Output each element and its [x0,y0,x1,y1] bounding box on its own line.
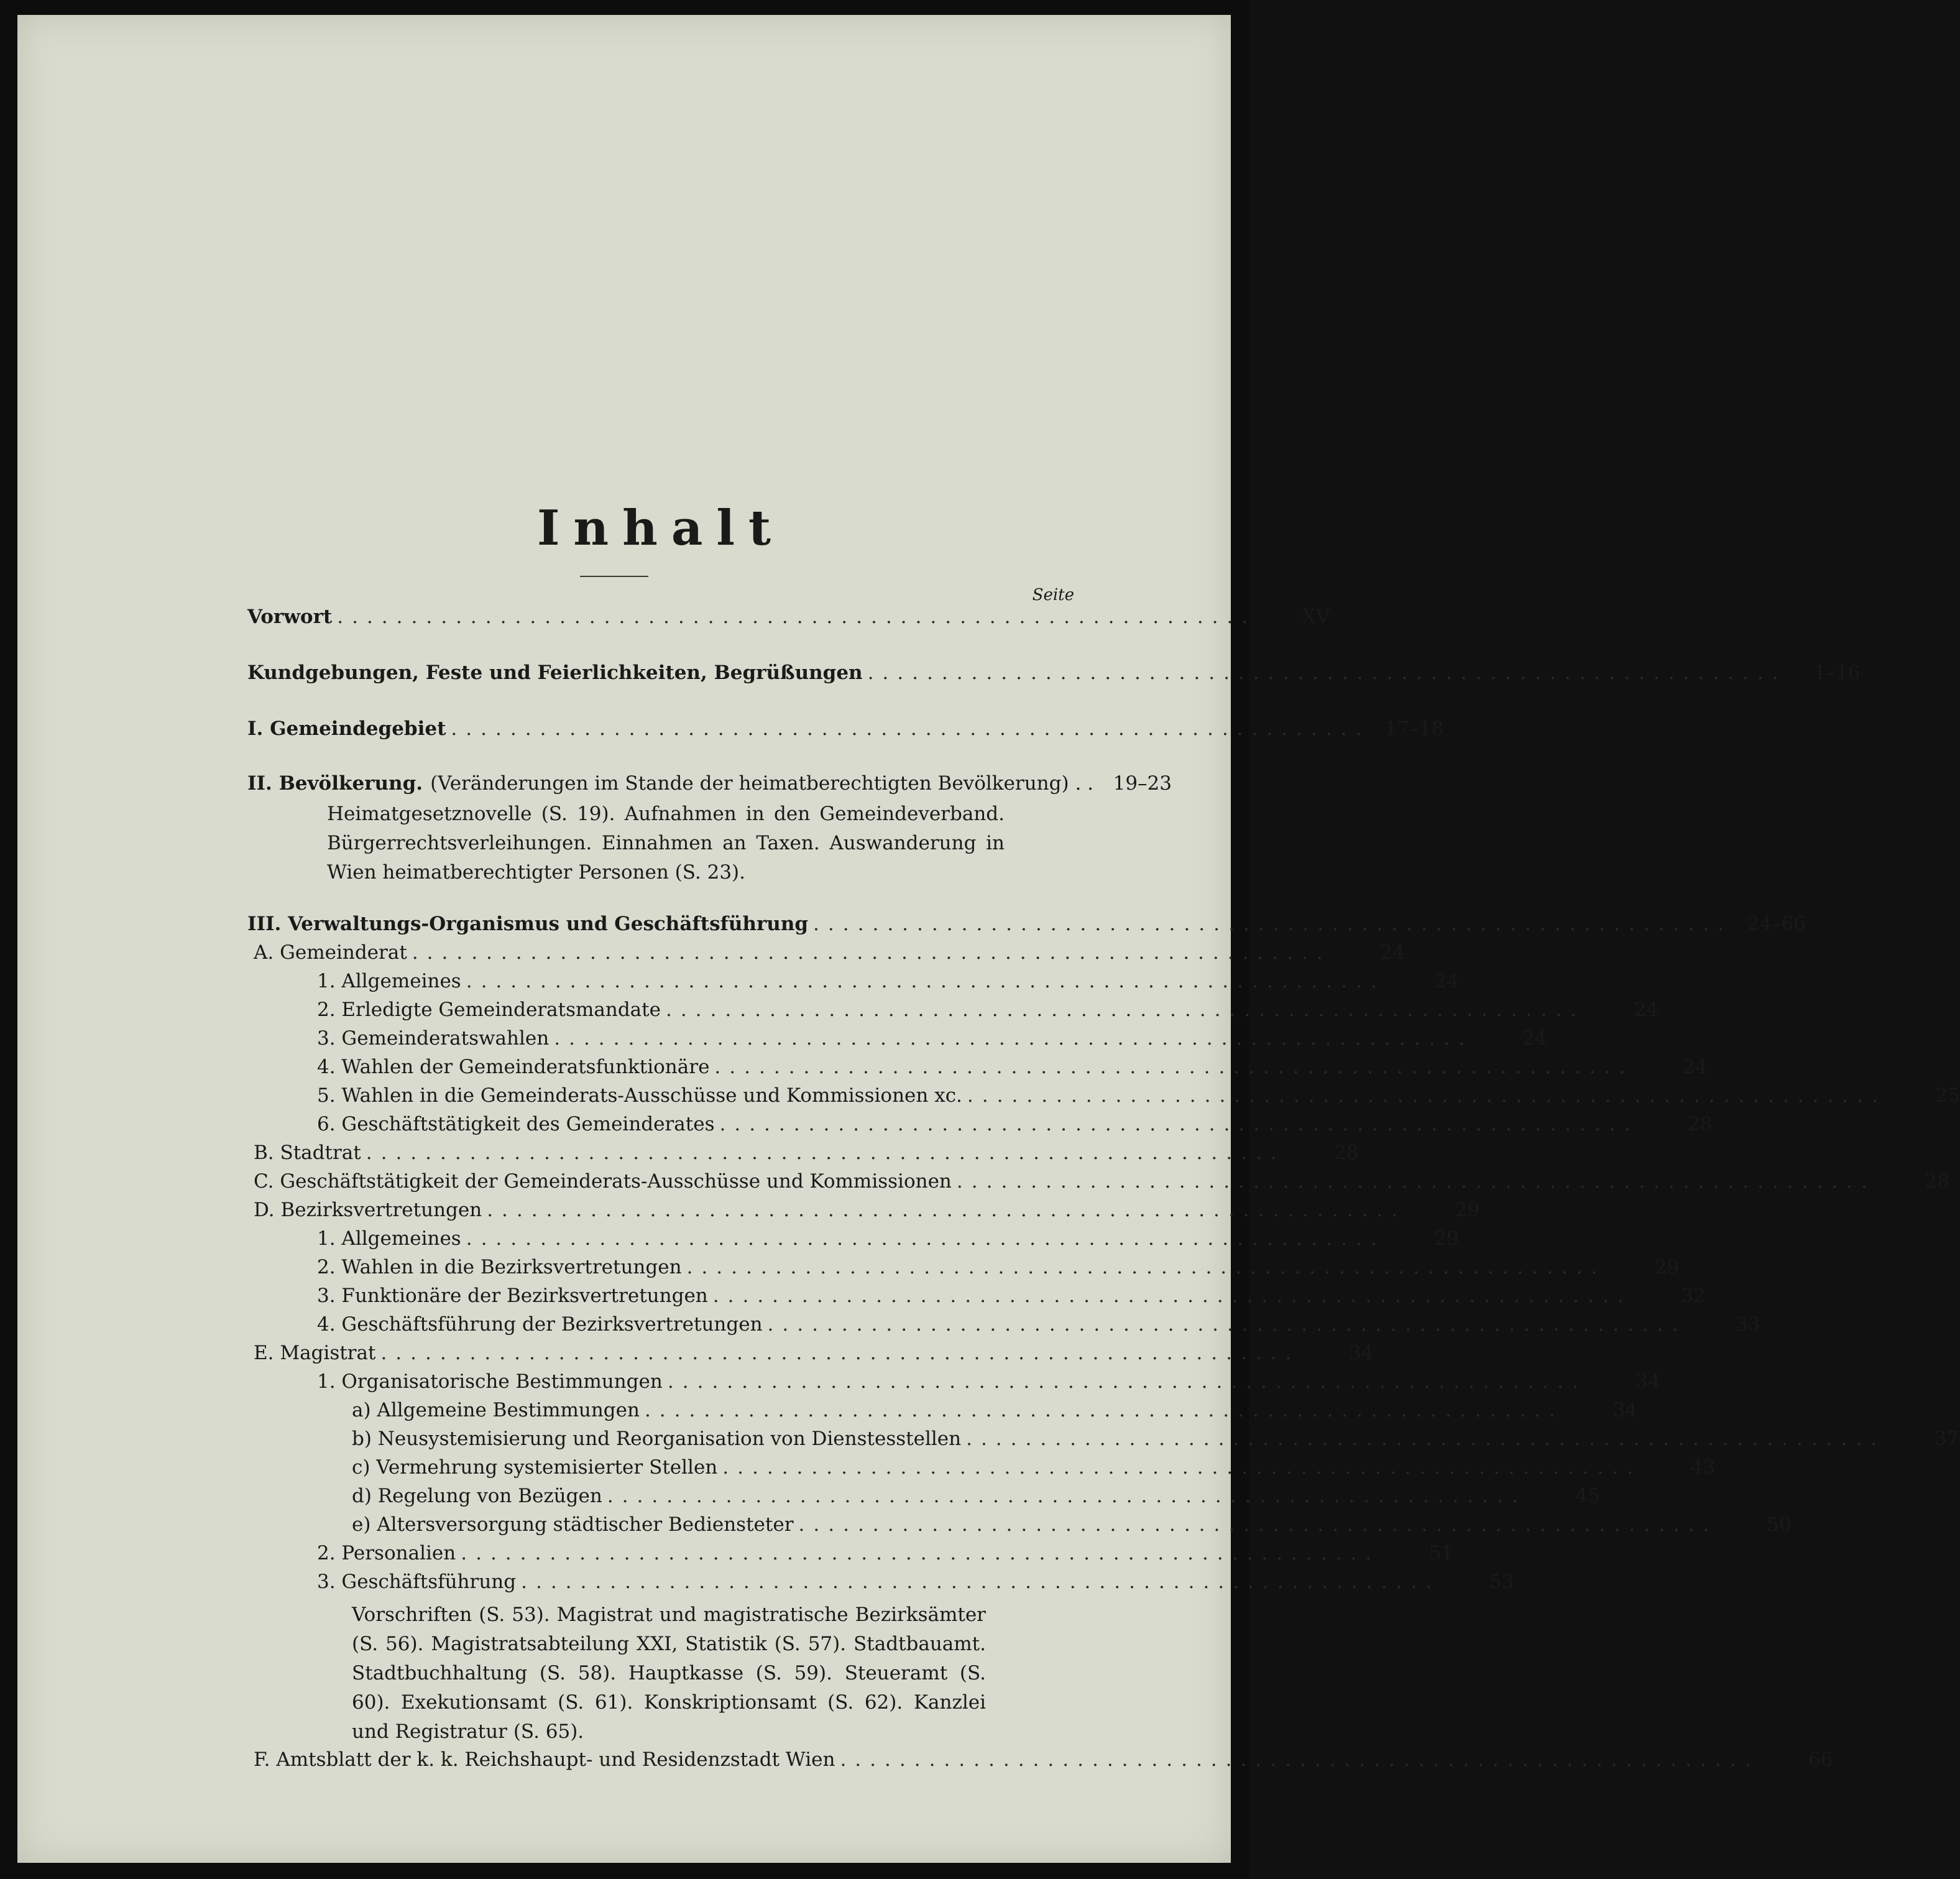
toc-entry-e1c [352,1456,1716,1486]
toc-entry-e [254,1342,1374,1372]
toc-entry-a6 [317,1113,1713,1143]
toc-entry-f [254,1748,1833,1778]
leader-dots: .............................................................. [521,1571,1441,1593]
toc-label: 3. Funktionäre der Bezirksvertretungen [317,1285,708,1307]
toc-page: 24 [1522,1027,1547,1050]
toc-entry-e1e [352,1513,1792,1543]
toc-label: 1. Allgemeines [317,970,461,992]
toc-page: 32 [1681,1285,1706,1307]
toc-entry-vorwort [247,606,1330,635]
leader-dots: .............................................................. [767,1313,1687,1336]
leader-dots: .............................................................. [412,941,1332,964]
toc-entry-verwaltung [247,913,1806,943]
toc-page: 29 [1455,1199,1480,1221]
toc-page: 37 [1934,1428,1959,1450]
leader-dots: .............................................................. [867,662,1787,684]
leader-dots: .............................................................. [719,1113,1639,1135]
toc-page: 24 [1380,941,1405,964]
toc-label: 4. Geschäftsführung der Bezirksvertretungen [317,1313,763,1336]
toc-entry-c [254,1170,1949,1200]
leader-dots: .............................................................. [665,999,1585,1021]
toc-label: b) Neusystemisierung und Reorganisation von Dienstesstellen [352,1428,962,1450]
toc-page: 17–18 [1384,718,1444,740]
toc-page: 33 [1736,1313,1760,1336]
toc-page: 53 [1489,1571,1514,1593]
toc-page: 19–23 [1113,772,1172,795]
toc-label: C. Geschäftstätigkeit der Gemeinderats-Ausschüsse und Kommissionen [254,1170,952,1193]
toc-entry-a3 [317,1027,1547,1057]
toc-entry-e1d [352,1485,1600,1515]
toc-page: 28 [1925,1170,1949,1193]
leader-dots: .............................................................. [798,1513,1718,1536]
toc-continuation-bevoelkerung: Heimatgesetznovelle (S. 19). Aufnahmen in den Gemeindeverband. Bürgerrechtsverleihungen. Einnahmen an Taxen. Auswanderung in Wien heimatberechtigter Personen (S. 23). [327,803,1005,884]
toc-label: F. Amtsblatt der k. k. Reichshaupt- und Residenzstadt Wien [254,1748,835,1771]
toc-page: 34 [1348,1342,1374,1364]
toc-label: 4. Wahlen der Gemeinderatsfunktionäre [317,1056,710,1078]
toc-label: I. Gemeindegebiet [247,718,446,740]
leader-dots: .............................................................. [607,1485,1527,1507]
leader-dots: .............................................................. [487,1199,1407,1221]
toc-label: c) Vermehrung systemisierter Stellen [352,1456,718,1479]
toc-entry-e1b [352,1428,1959,1457]
title-divider [580,576,648,577]
page-paper [17,15,1960,1863]
toc-label: Kundgebungen, Feste und Feierlichkeiten, Begrüßungen [247,662,863,684]
leader-dots: .............................................................. [380,1342,1300,1364]
toc-entry-e2 [317,1542,1454,1572]
toc-page: 29 [1655,1256,1680,1278]
toc-label: A. Gemeinderat [254,941,407,964]
toc-label: 1. Organisatorische Bestimmungen [317,1370,663,1393]
toc-entry-bevoelkerung [247,772,1172,802]
toc-page: 24 [1634,999,1659,1021]
toc-entry-e3 [317,1571,1514,1600]
leader-dots: .............................................................. [813,913,1732,935]
toc-page: 29 [1434,1227,1459,1250]
toc-label: 1. Allgemeines [317,1227,461,1250]
toc-page: 28 [1334,1142,1359,1164]
toc-entry-gemeindegebiet [247,718,1444,747]
toc-entry-e1a [352,1399,1637,1429]
toc-page: 1–16 [1813,662,1861,684]
toc-page: 51 [1429,1542,1454,1564]
leader-dots: .............................................................. [667,1370,1587,1393]
toc-label: e) Altersversorgung städtischer Bediensteter [352,1513,794,1536]
toc-entry-a1 [317,970,1459,1000]
toc-entry-a2 [317,999,1659,1028]
toc-label: 2. Personalien [317,1542,456,1564]
toc-label: d) Regelung von Bezügen [352,1485,602,1507]
leader-dots: .............................................................. [840,1748,1760,1771]
toc-entry-a [254,941,1405,971]
toc-label: II. Bevölkerung. [247,772,423,795]
toc-page: 34 [1613,1399,1637,1421]
toc-label: a) Allgemeine Bestimmungen [352,1399,640,1421]
toc-label: D. Bezirksvertretungen [254,1199,482,1221]
toc-page: 66 [1808,1748,1833,1771]
toc-page: 24 [1682,1056,1708,1078]
toc-first-line: (Veränderungen im Stande der heimatberechtigten Bevölkerung) . . [430,772,1094,795]
toc-entry-kundgebungen [247,662,1861,691]
show-through-bleed [813,164,819,193]
leader-dots: .............................................................. [366,1142,1286,1164]
toc-entry-d1 [317,1227,1459,1257]
leader-dots: .............................................................. [451,718,1371,740]
leader-dots: .............................................................. [686,1256,1606,1278]
toc-page: 24 [1434,970,1459,992]
toc-continuation-geschaeftsfuehrung: Vorschriften (S. 53). Magistrat und magistratische Bezirksämter (S. 56). Magistratsabteilung XXI, Statistik (S. 57). Stadtbauamt. Stadtbuchhaltung (S. 58). Hauptkasse (S. 59). Steueramt (S. 60). Exekutionsamt (S. 61). Konskriptionsamt (S. 62). Kanzlei und Registratur (S. 65). [352,1604,986,1743]
toc-page: 45 [1575,1485,1600,1507]
toc-page: 25 [1935,1084,1960,1107]
leader-dots: .............................................................. [337,606,1257,628]
leader-dots: .............................................................. [714,1056,1634,1078]
toc-entry-e1 [317,1370,1660,1400]
toc-entry-d [254,1199,1480,1229]
toc-label: 6. Geschäftstätigkeit des Gemeinderates [317,1113,715,1135]
leader-dots: .............................................................. [466,970,1386,992]
toc-label: 3. Gemeinderatswahlen [317,1027,550,1050]
toc-label: B. Stadtrat [254,1142,361,1164]
toc-entry-d4 [317,1313,1760,1343]
toc-page: XV [1302,606,1330,628]
leader-dots: .............................................................. [554,1027,1474,1050]
toc-page: 24–66 [1747,913,1806,935]
toc-page: 34 [1636,1370,1660,1393]
leader-dots: .............................................................. [956,1170,1876,1193]
toc-label: 2. Erledigte Gemeinderatsmandate [317,999,661,1021]
toc-entry-b [254,1142,1359,1171]
toc-entry-a5 [317,1084,1960,1114]
toc-label: 5. Wahlen in die Gemeinderats-Ausschüsse und Kommissionen xc. [317,1084,962,1107]
leader-dots: .............................................................. [712,1285,1632,1307]
toc-label: E. Magistrat [254,1342,376,1364]
toc-entry-d2 [317,1256,1680,1286]
leader-dots: .............................................................. [966,1428,1886,1450]
toc-page: 43 [1690,1456,1716,1479]
page-title: Inhalt [536,500,785,556]
toc-entry-d3 [317,1285,1706,1314]
toc-label: 2. Wahlen in die Bezirksvertretungen [317,1256,682,1278]
toc-label: Vorwort [247,606,333,628]
leader-dots: .............................................................. [722,1456,1642,1479]
toc-page: 50 [1767,1513,1792,1536]
toc-entry-a4 [317,1056,1708,1086]
leader-dots: .............................................................. [461,1542,1381,1564]
toc-page: 28 [1688,1113,1713,1135]
leader-dots: .............................................................. [466,1227,1386,1250]
leader-dots: .............................................................. [967,1084,1887,1107]
leader-dots: .............................................................. [644,1399,1564,1421]
toc-label: 3. Geschäftsführung [317,1571,517,1593]
seite-column-header: Seite [1032,586,1074,604]
toc-label: III. Verwaltungs-Organismus und Geschäftsführung [247,913,809,935]
